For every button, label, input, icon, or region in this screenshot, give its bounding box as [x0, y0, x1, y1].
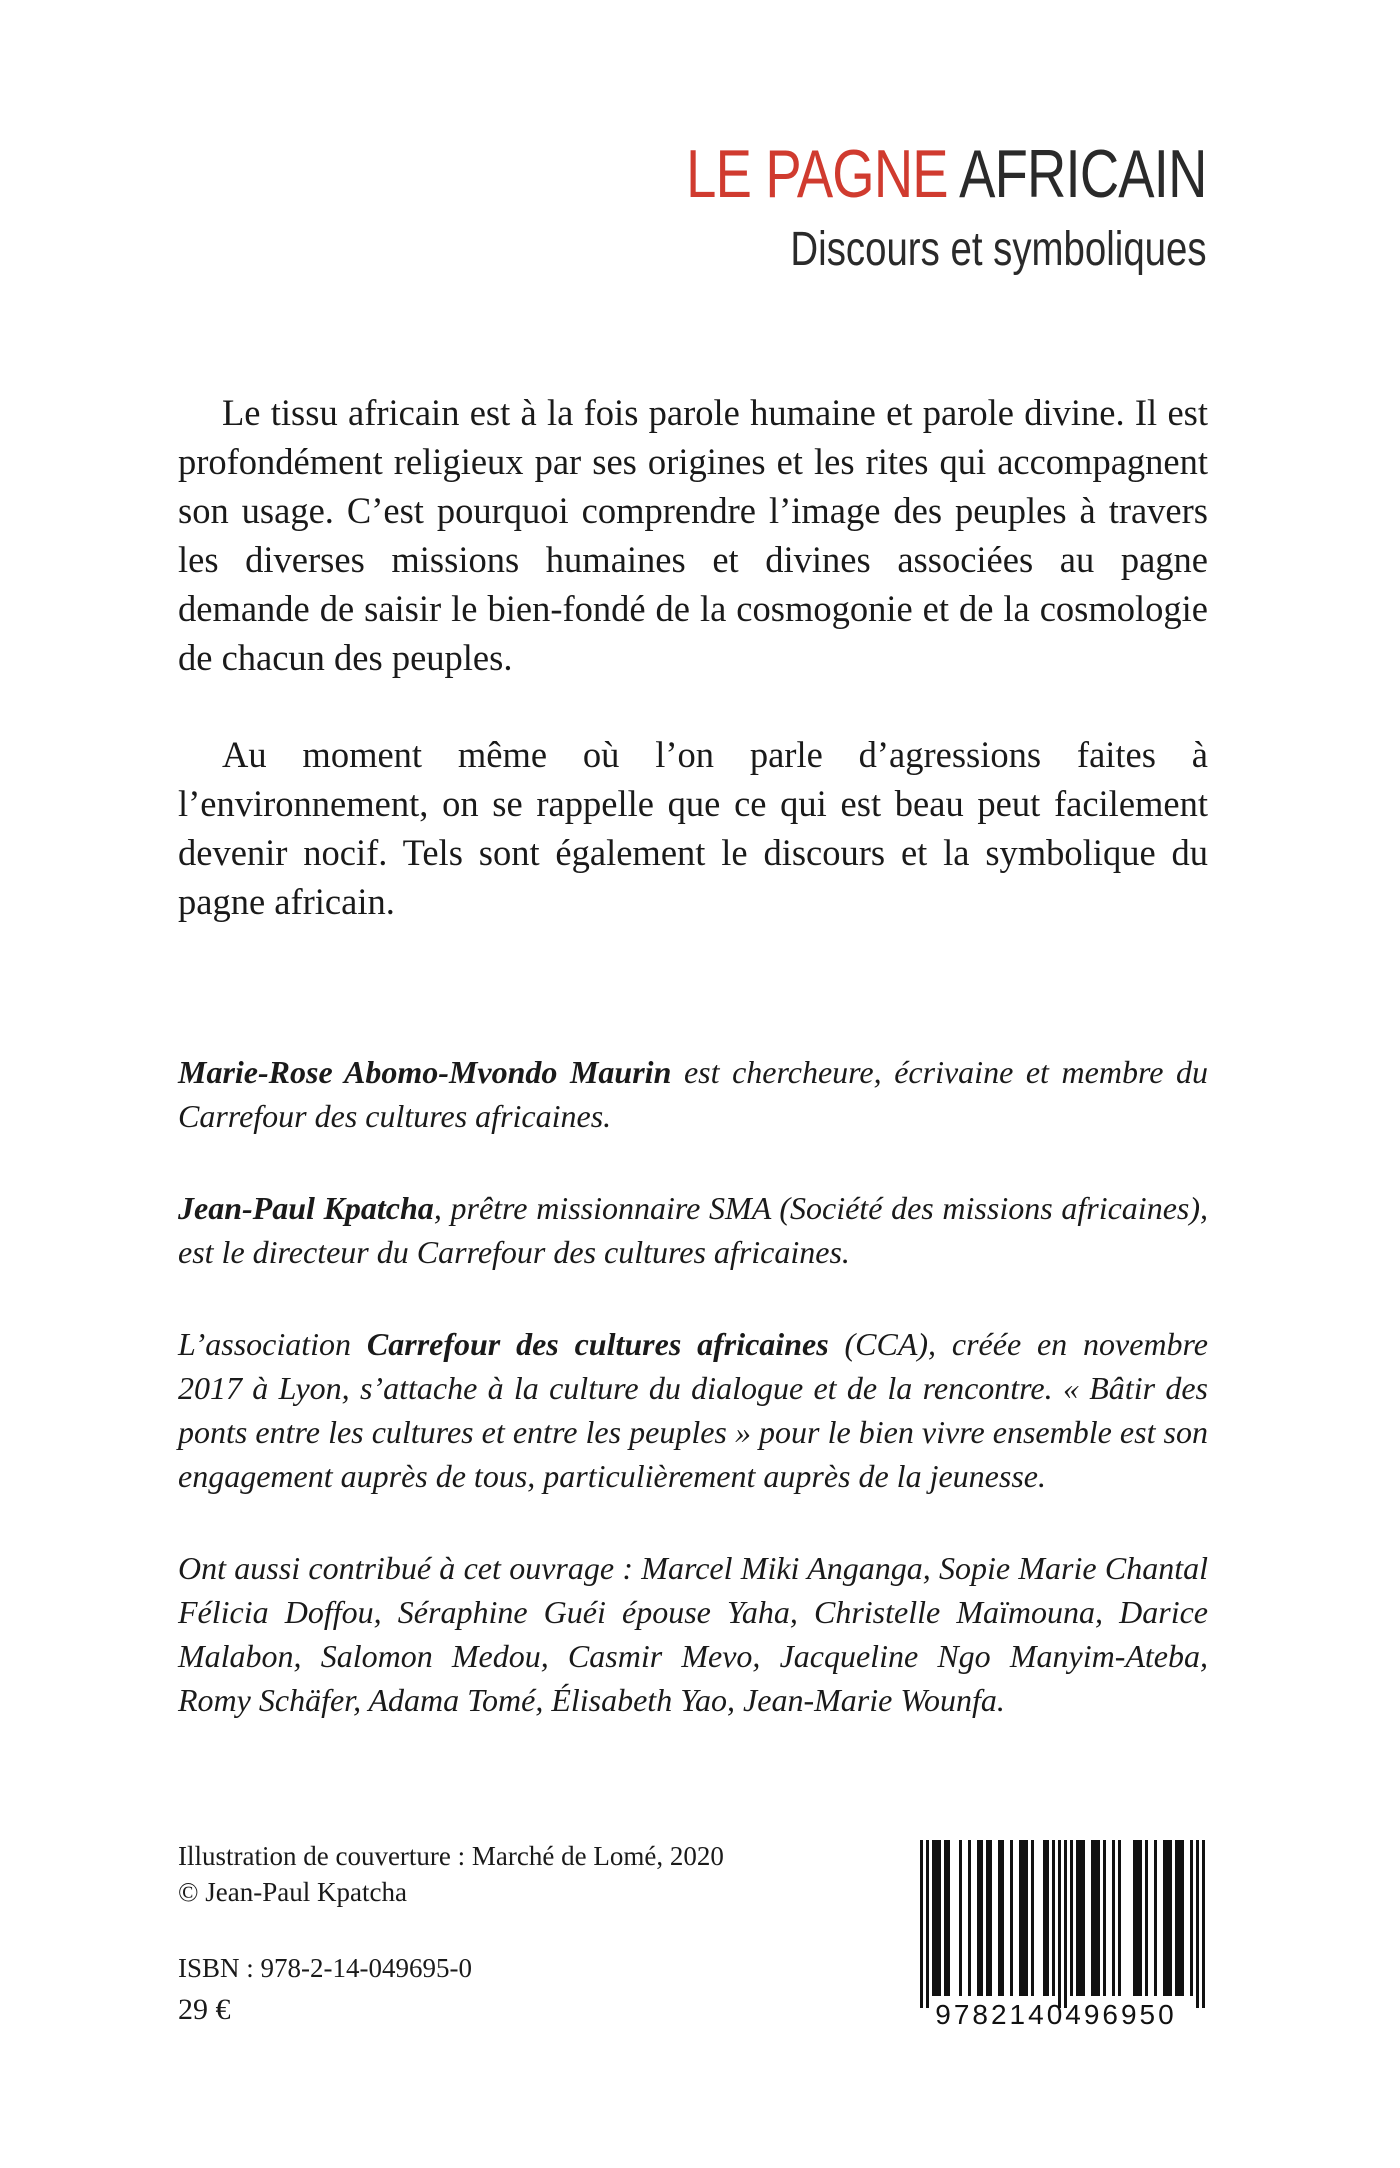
barcode-bar	[989, 1840, 992, 1996]
barcode-bar	[959, 1840, 962, 1996]
barcode-digits: 9782140496950	[935, 1999, 1177, 2030]
association-prefix: L’association	[178, 1326, 367, 1362]
barcode-bar	[1175, 1840, 1178, 1996]
barcode-bar	[986, 1840, 989, 1996]
barcode-bar	[998, 1840, 1001, 1996]
barcode-bar	[1103, 1840, 1106, 1996]
barcode-bar	[935, 1840, 938, 1996]
author1-bio	[178, 1050, 1208, 1138]
association-bio	[178, 1322, 1208, 1498]
barcode-bar	[1001, 1840, 1004, 1996]
barcode-bar	[944, 1840, 947, 1996]
barcode-bar	[1058, 1840, 1061, 2008]
barcode-bar	[1019, 1840, 1022, 1996]
author1-description: est chercheure, écrivaine et membre du Carrefour des cultures africaines.	[178, 1054, 1209, 1134]
blurb-paragraph-2: Au moment même où l’on parle d’agressions faites à l’environnement, on se rappelle que ce qui est beau peut facilement devenir nocif. Tels sont également le discours et la symbolique du pagne africain.	[178, 734, 1208, 922]
barcode-bar	[926, 1840, 929, 2008]
association-description: (CCA), créée en novembre 2017 à Lyon, s’attache à la culture du dialogue et de la rencontre. « Bâtir des ponts entre les cultures et entre les peuples » pour le bien vivre ensemble est son engagement auprès de tous, particulièrement auprès de la jeunesse.	[178, 1326, 1209, 1494]
barcode-bar	[1202, 1840, 1205, 2008]
blurb-paragraph-2-block	[178, 730, 1208, 926]
contributors: Ont aussi contribué à cet ouvrage : Marcel Miki Anganga, Sopie Marie Chantal Félicia Doffou, Séraphine Guéi épouse Yaha, Christelle Maïmouna, Darice Malabon, Salomon Medou, Casmir Mevo, Jacqueline Ngo Manyim-Ateba, Romy Schäfer, Adama Tomé, Élisabeth Yao, Jean-Marie Wounfa.	[178, 1550, 1208, 1718]
barcode-bar	[1196, 1840, 1199, 2008]
barcode-bar	[947, 1840, 950, 1996]
barcode-bars	[920, 1840, 1205, 2008]
barcode-bar	[1082, 1840, 1085, 1996]
barcode-bar	[1097, 1840, 1100, 1996]
barcode-bar	[1046, 1840, 1049, 1996]
barcode-bar	[938, 1840, 941, 1996]
barcode-bar	[920, 1840, 923, 2008]
author2-bio	[178, 1186, 1208, 1274]
barcode-bar	[1079, 1840, 1082, 1996]
barcode-bar	[1091, 1840, 1094, 1996]
blurb-paragraph-1-block	[178, 388, 1208, 682]
barcode-bar	[1136, 1840, 1139, 1996]
barcode-bar	[1178, 1840, 1181, 1996]
blurb-paragraph-1: Le tissu africain est à la fois parole humaine et parole divine. Il est profondément religieux par ses origines et les rites qui accompagnent son usage. C’est pourquoi comprendre l’image des peuples à travers les diverses missions humaines et divines associées au pagne demande de saisir le bien-fondé de la cosmogonie et de la cosmologie de chacun des peuples.	[178, 392, 1208, 678]
title-part-red: LE PAGNE	[686, 136, 949, 212]
barcode-bar	[1052, 1840, 1055, 1996]
association-name: Carrefour des cultures africaines	[366, 1326, 829, 1362]
barcode-bar	[1166, 1840, 1169, 1996]
barcode-bar	[968, 1840, 971, 1996]
title-part-dark: AFRICAIN	[959, 136, 1207, 212]
barcode-bar	[1139, 1840, 1142, 1996]
barcode-bar	[1145, 1840, 1148, 1996]
copyright-credit: © Jean-Paul Kpatcha	[178, 1877, 407, 1907]
barcode-bar	[1190, 1840, 1193, 1996]
barcode	[904, 1840, 1208, 2030]
barcode-bar	[1022, 1840, 1025, 1996]
barcode-bar	[1070, 1840, 1073, 1996]
barcode-bar	[1043, 1840, 1046, 1996]
price: 29 €	[178, 1993, 231, 2026]
barcode-bar	[977, 1840, 980, 1996]
barcode-bar	[932, 1840, 935, 1996]
barcode-bar	[1118, 1840, 1121, 1996]
barcode-bar	[1064, 1840, 1067, 2008]
barcode-bar	[1163, 1840, 1166, 1996]
author1-name: Marie-Rose Abomo-Mvondo Maurin	[178, 1054, 672, 1090]
barcode-bar	[1133, 1840, 1136, 1996]
barcode-bar	[1112, 1840, 1115, 1996]
book-title	[687, 134, 1207, 214]
barcode-bar	[1031, 1840, 1034, 1996]
barcode-bar	[1169, 1840, 1172, 1996]
barcode-bar	[1025, 1840, 1028, 1996]
book-subtitle: Discours et symboliques	[790, 223, 1207, 276]
title-block	[556, 134, 1207, 278]
author2-name: Jean-Paul Kpatcha	[178, 1190, 434, 1226]
barcode-bar	[1076, 1840, 1079, 1996]
author2-description: , prêtre missionnaire SMA (Société des missions africaines), est le directeur du Carrefour des cultures africaines.	[178, 1190, 1209, 1270]
barcode-bar	[1181, 1840, 1184, 1996]
barcode-bar	[1094, 1840, 1097, 1996]
isbn: ISBN : 978-2-14-049695-0	[178, 1953, 472, 1983]
barcode-bar	[1154, 1840, 1157, 1996]
barcode-bar	[980, 1840, 983, 1996]
barcode-bar	[1010, 1840, 1013, 1996]
illustration-credit: Illustration de couverture : Marché de Lomé, 2020	[178, 1841, 724, 1871]
